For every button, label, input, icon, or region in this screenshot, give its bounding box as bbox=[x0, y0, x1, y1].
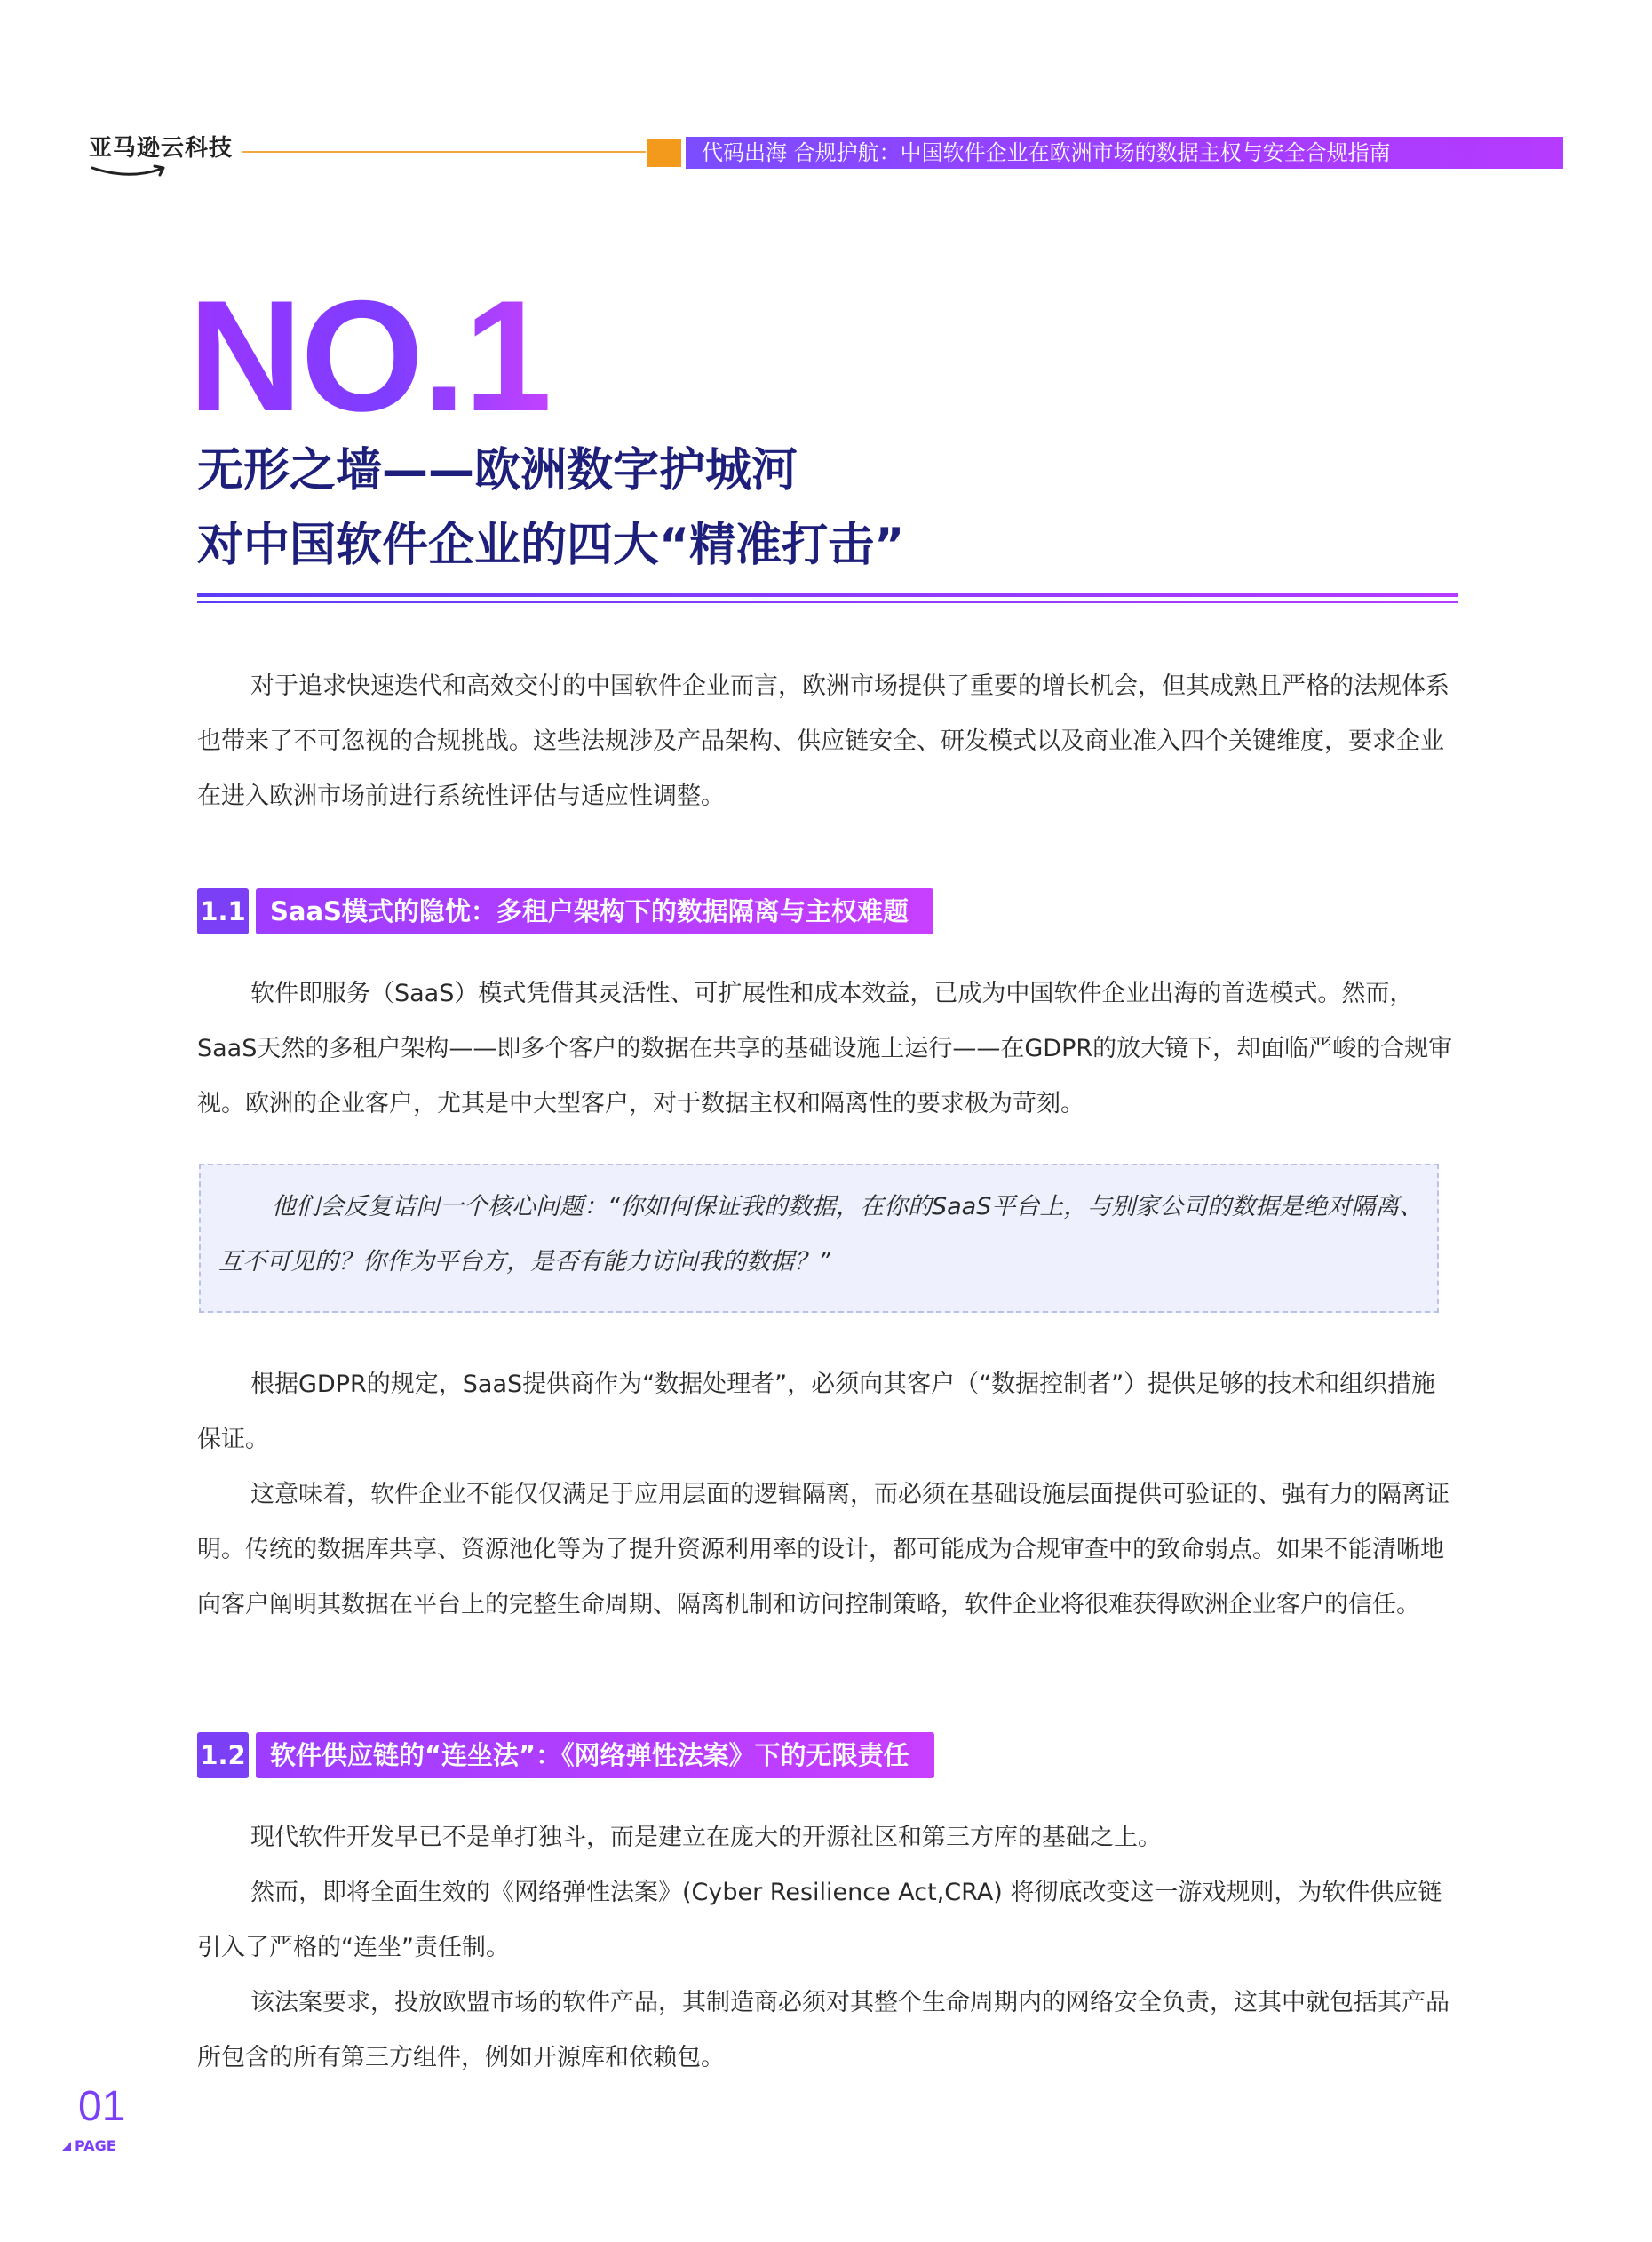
page-label bbox=[62, 2137, 116, 2154]
chapter-title-line-2: 对中国软件企业的四大“精准打击” bbox=[197, 519, 905, 572]
section-title: 软件供应链的“连坐法”：《网络弹性法案》下的无限责任 bbox=[256, 1732, 934, 1778]
title-rule-thin bbox=[197, 601, 1458, 603]
section-number: 1.1 bbox=[197, 888, 249, 934]
quote-box bbox=[199, 1164, 1439, 1313]
section-1-1-paragraph-1: 软件即服务（SaaS）模式凭借其灵活性、可扩展性和成本效益，已成为中国软件企业出海的首选模式。然而，SaaS天然的多租户架构——即多个客户的数据在共享的基础设施上运行——在GDPR的放大镜下，却面临严峻的合规审视。欧洲的企业客户，尤其是中大型客户，对于数据主权和隔离性的要求极为苛刻。 bbox=[197, 980, 1453, 1117]
header-banner: 代码出海 合规护航：中国软件企业在欧洲市场的数据主权与安全合规指南 bbox=[686, 137, 1563, 169]
section-number: 1.2 bbox=[197, 1732, 249, 1778]
section-1-1-paragraph-2: 根据GDPR的规定，SaaS提供商作为“数据处理者”，必须向其客户（“数据控制者”）提供足够的技术和组织措施保证。 bbox=[197, 1371, 1436, 1453]
title-rule-thick bbox=[197, 593, 1458, 597]
chapter-title-line-1: 无形之墙——欧洲数字护城河 bbox=[197, 444, 798, 497]
chapter-title bbox=[197, 433, 904, 583]
header-divider-line bbox=[242, 151, 646, 153]
section-1-2-paragraph-2: 然而，即将全面生效的《网络弹性法案》(Cyber Resilience Act,CRA) 将彻底改变这一游戏规则，为软件供应链引入了严格的“连坐”责任制。 bbox=[197, 1879, 1442, 1961]
page-number: 01 bbox=[78, 2083, 126, 2130]
section-title: SaaS模式的隐忧：多租户架构下的数据隔离与主权难题 bbox=[256, 888, 933, 934]
corner-arrow-icon bbox=[62, 2142, 71, 2151]
quote-text: 他们会反复诘问一个核心问题：“你如何保证我的数据，在你的SaaS平台上，与别家公司的数据是绝对隔离、互不可见的？你作为平台方，是否有能力访问我的数据？” bbox=[218, 1193, 1424, 1276]
section-heading-1-2 bbox=[197, 1732, 934, 1778]
section-heading-1-1 bbox=[197, 888, 933, 934]
section-1-1-paragraph-3: 这意味着，软件企业不能仅仅满足于应用层面的逻辑隔离，而必须在基础设施层面提供可验证的、强有力的隔离证明。传统的数据库共享、资源池化等为了提升资源利用率的设计，都可能成为合规审查中的致命弱点。如果不能清晰地向客户阐明其数据在平台上的完整生命周期、隔离机制和访问控制策略，软件企业将很难获得欧洲企业客户的信任。 bbox=[197, 1481, 1449, 1618]
chapter-number: NO.1 bbox=[188, 267, 551, 444]
intro-paragraph: 对于追求快速迭代和高效交付的中国软件企业而言，欧洲市场提供了重要的增长机会，但其成熟且严格的法规体系也带来了不可忽视的合规挑战。这些法规涉及产品架构、供应链安全、研发模式以及商业准入四个关键维度，要求企业在进入欧洲市场前进行系统性评估与适应性调整。 bbox=[197, 672, 1449, 810]
page-label-text: PAGE bbox=[75, 2137, 116, 2154]
company-logo bbox=[89, 130, 240, 179]
logo-text: 亚马逊云科技 bbox=[89, 135, 234, 162]
section-1-2-paragraph-3: 该法案要求，投放欧盟市场的软件产品，其制造商必须对其整个生命周期内的网络安全负责，这其中就包括其产品所包含的所有第三方组件，例如开源库和依赖包。 bbox=[197, 1989, 1449, 2071]
smile-arrow-icon bbox=[89, 164, 169, 179]
header-accent-square bbox=[647, 139, 681, 167]
section-1-2-paragraph-1: 现代软件开发早已不是单打独斗，而是建立在庞大的开源社区和第三方库的基础之上。 bbox=[250, 1824, 1162, 1851]
